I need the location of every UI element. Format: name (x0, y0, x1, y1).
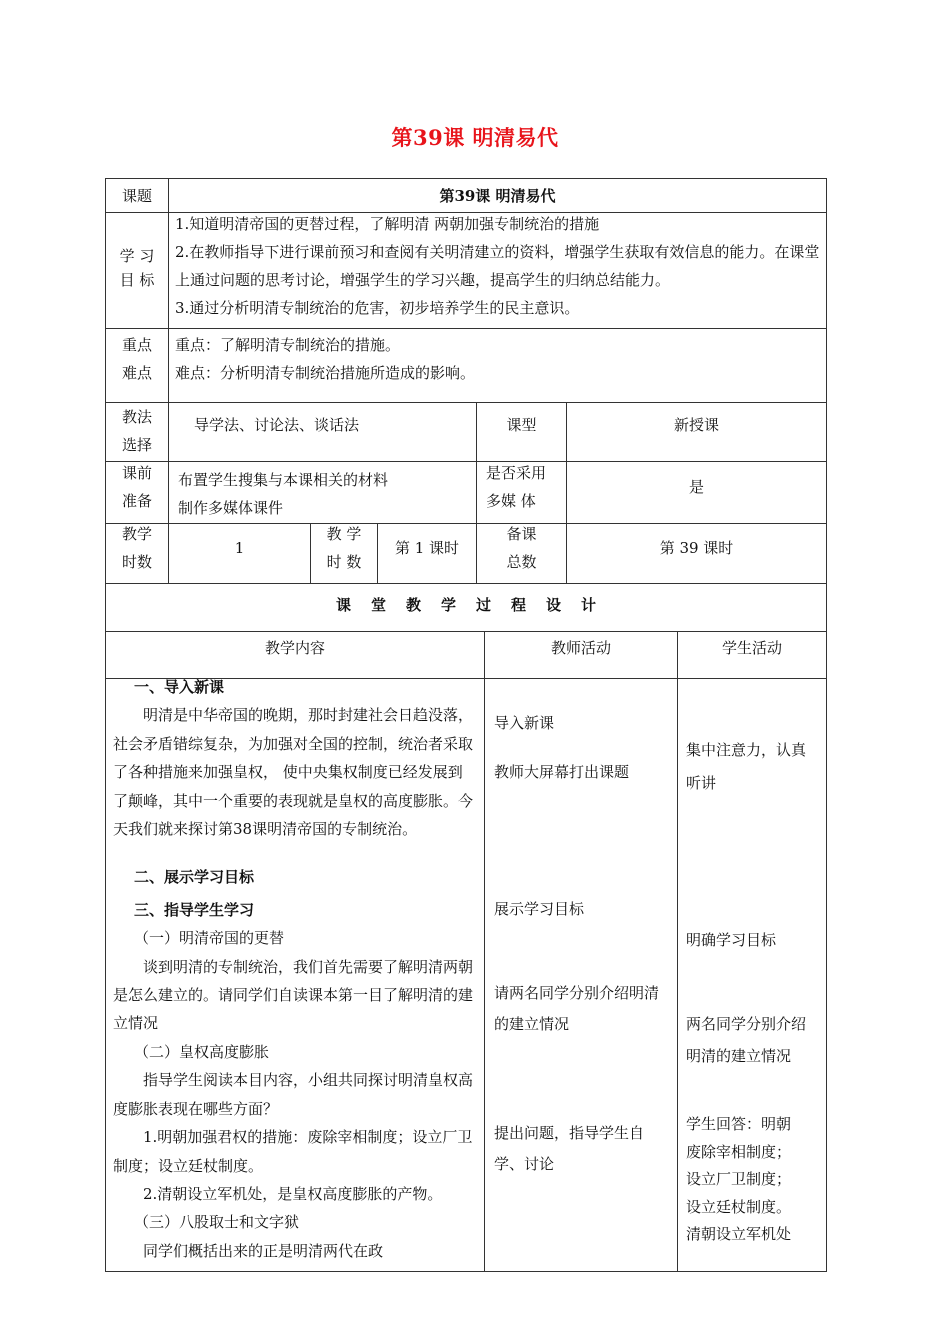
topic-label: 课题 (121, 187, 152, 205)
teaching-content (113, 673, 477, 1265)
prep-content: 布置学生搜集与本课相关的材料 制作多媒体课件 (178, 471, 389, 517)
teacher-activity-1: 导入新课 (494, 714, 555, 732)
section-text: 2.清朝设立军机处，是皇权高度膨胀的产物。 (143, 1184, 443, 1203)
total-value: 第 39 课时 (659, 539, 734, 557)
section-heading: 二、展示学习目标 (134, 868, 255, 887)
multimedia-value: 是 (688, 478, 704, 496)
difficulty-point: 难点：分析明清专制统治措施所造成的影响。 (175, 364, 476, 382)
student-activity-3: 两名同学分别介绍明清的建立情况 (686, 1015, 807, 1065)
lesson-type-label: 课型 (506, 416, 537, 434)
hours-value: 1 (234, 539, 245, 557)
column-header-content: 教学内容 (264, 639, 325, 657)
topic-value: 第39课 明清易代 (439, 187, 556, 205)
subsection-heading: （二）皇权高度膨胀 (134, 1042, 270, 1061)
goals-label: 学 习 目 标 (119, 247, 155, 289)
multimedia-label: 是否采用 多媒 体 (486, 464, 547, 510)
lesson-type-value: 新授课 (673, 416, 719, 434)
section-text: 同学们概括出来的正是明清两代在政 (143, 1241, 384, 1260)
goal-item: 1.知道明清帝国的更替过程，了解明清 两朝加强专制统治的措施 (175, 215, 600, 233)
section-text: 谈到明清的专制统治，我们首先需要了解明清两朝是怎么建立的。请同学们自读课本第一目了解明清的建立情况 (113, 957, 474, 1033)
section-heading: 三、指导学生学习 (134, 900, 255, 919)
section-text: 明清是中华帝国的晚期，那时封建社会日趋没落，社会矛盾错综复杂，为加强对全国的控制，统治者采取了各种措施来加强皇权， 使中央集权制度已经发展到了颠峰，其中一个重要的表现就是皇权的高度膨胀。今天我们就来探讨第38课明清帝国的专制统治。 (113, 706, 474, 839)
hours-label: 教学 时数 (121, 525, 152, 571)
learning-goals (175, 210, 820, 322)
class-hours-value: 第 1 课时 (394, 539, 460, 557)
total-label: 备课 总数 (506, 525, 537, 571)
column-header-teacher: 教师活动 (550, 639, 611, 657)
student-activity-4: 学生回答：明朝 废除宰相制度； 设立厂卫制度； 设立廷杖制度。 清朝设立军机处 (686, 1115, 792, 1243)
subsection-heading: （三）八股取士和文字狱 (134, 1213, 300, 1232)
method-label: 教法 选择 (121, 408, 152, 454)
class-hours-label: 教 学 时 数 (326, 525, 362, 571)
teacher-activity-5: 提出问题，指导学生自学、讨论 (494, 1124, 645, 1173)
design-heading: 课堂教学过程设计 (335, 596, 616, 614)
key-point: 重点：了解明清专制统治的措施。 (175, 336, 401, 354)
student-activity-1: 集中注意力，认真听讲 (686, 741, 807, 792)
student-activity-2: 明确学习目标 (686, 931, 777, 949)
prep-label: 课前 准备 (121, 464, 152, 510)
goal-item: 3.通过分析明清专制统治的危害，初步培养学生的民主意识。 (175, 299, 580, 317)
method-value: 导学法、讨论法、谈话法 (194, 416, 360, 434)
key-difficulty (175, 331, 820, 387)
teacher-activity-3: 展示学习目标 (494, 900, 585, 918)
key-label: 重点 难点 (121, 336, 152, 382)
teacher-activity-4: 请两名同学分别介绍明清的建立情况 (494, 984, 660, 1033)
section-heading: 一、导入新课 (134, 678, 225, 696)
teacher-activity-2: 教师大屏幕打出课题 (494, 763, 630, 781)
section-text: 1.明朝加强君权的措施：废除宰相制度；设立厂卫制度；设立廷杖制度。 (113, 1128, 473, 1175)
document-title: 第39课 明清易代 (391, 125, 559, 150)
section-text: 指导学生阅读本目内容，小组共同探讨明清皇权高度膨胀表现在哪些方面？ (113, 1071, 474, 1118)
subsection-heading: （一）明清帝国的更替 (134, 929, 285, 948)
goal-item: 2.在教师指导下进行课前预习和查阅有关明清建立的资料，增强学生获取有效信息的能力。在课堂上通过问题的思考讨论，增强学生的学习兴趣，提高学生的归纳总结能力。 (175, 243, 820, 289)
column-header-student: 学生活动 (721, 639, 782, 657)
